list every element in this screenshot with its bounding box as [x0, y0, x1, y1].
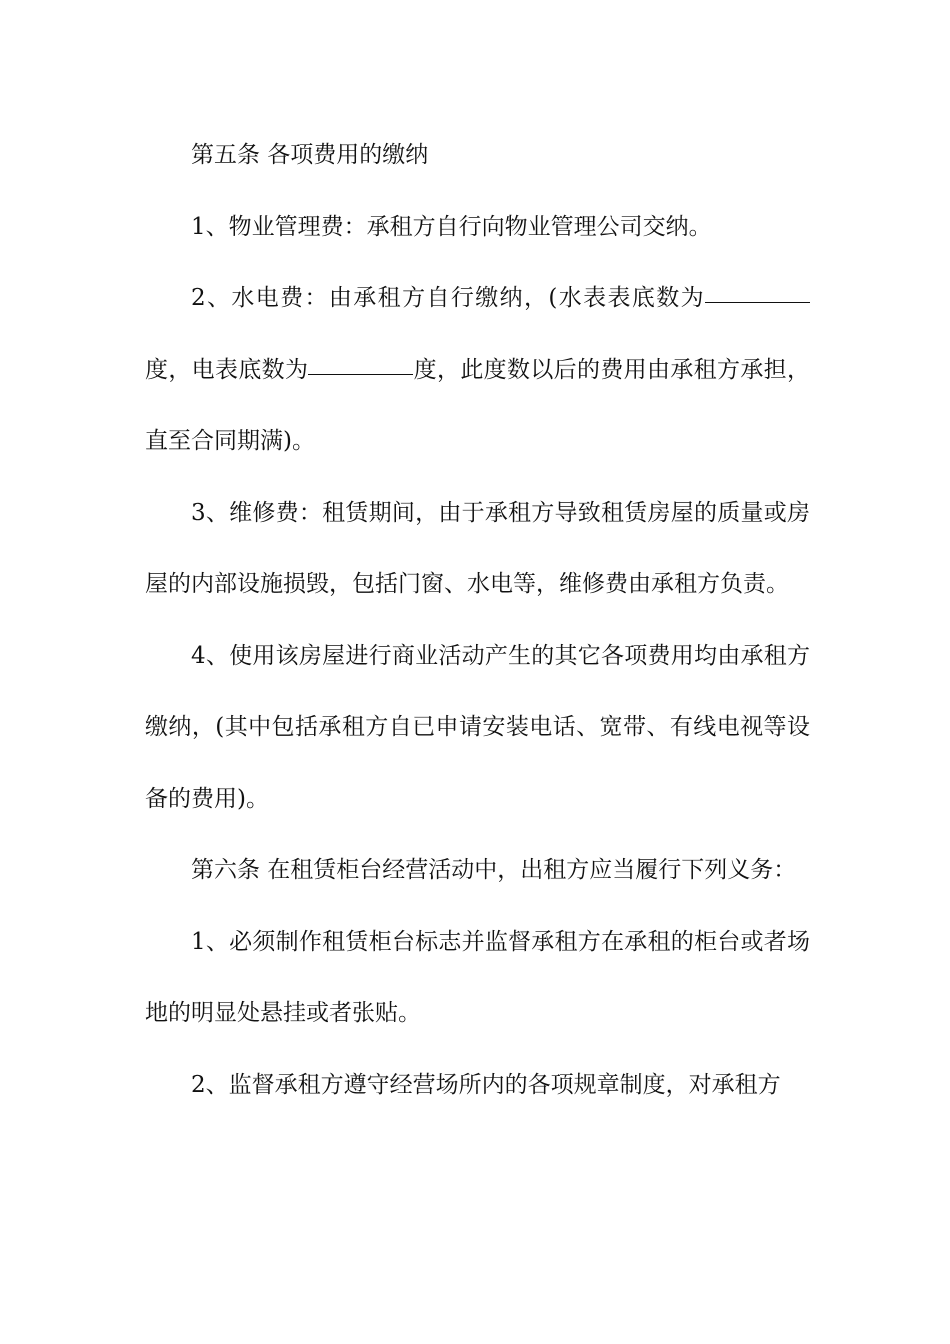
- article-5-item-3-repair-fee: 3、维修费：租赁期间，由于承租方导致租赁房屋的质量或房屋的内部设施损毁，包括门窗、水电等，维修费由承租方负责。: [145, 499, 810, 597]
- article-6-item-1-counter-sign: 1、必须制作租赁柜台标志并监督承租方在承租的柜台或者场地的明显处悬挂或者张贴。: [145, 928, 810, 1026]
- electric-meter-reading-blank: [308, 348, 413, 374]
- utilities-text-part-2: 度，电表底数为: [145, 356, 309, 383]
- utilities-text-part-3: 度，此度数以后的费用由承租方承担，直至合同期满)。: [145, 356, 811, 454]
- article-6-heading: 第六条 在租赁柜台经营活动中，出租方应当履行下列义务：: [191, 857, 797, 883]
- article-5-item-1-property-fee: 1、物业管理费：承租方自行向物业管理公司交纳。: [191, 213, 712, 240]
- article-5-heading: 第五条 各项费用的缴纳: [191, 142, 429, 168]
- document-page: [145, 120, 810, 1121]
- article-5-item-4-other-fees: 4、使用该房屋进行商业活动产生的其它各项费用均由承租方缴纳，(其中包括承租方自已申请安装电话、宽带、有线电视等设备的费用)。: [145, 642, 810, 812]
- utilities-text-part-1: 2、水电费：由承租方自行缴纳，(水表表底数为: [191, 285, 705, 311]
- water-meter-reading-blank: [705, 277, 810, 303]
- article-6-item-2-supervise: 2、监督承租方遵守经营场所内的各项规章制度，对承租方: [191, 1071, 781, 1098]
- article-5-item-2-utilities-fee: [145, 263, 810, 478]
